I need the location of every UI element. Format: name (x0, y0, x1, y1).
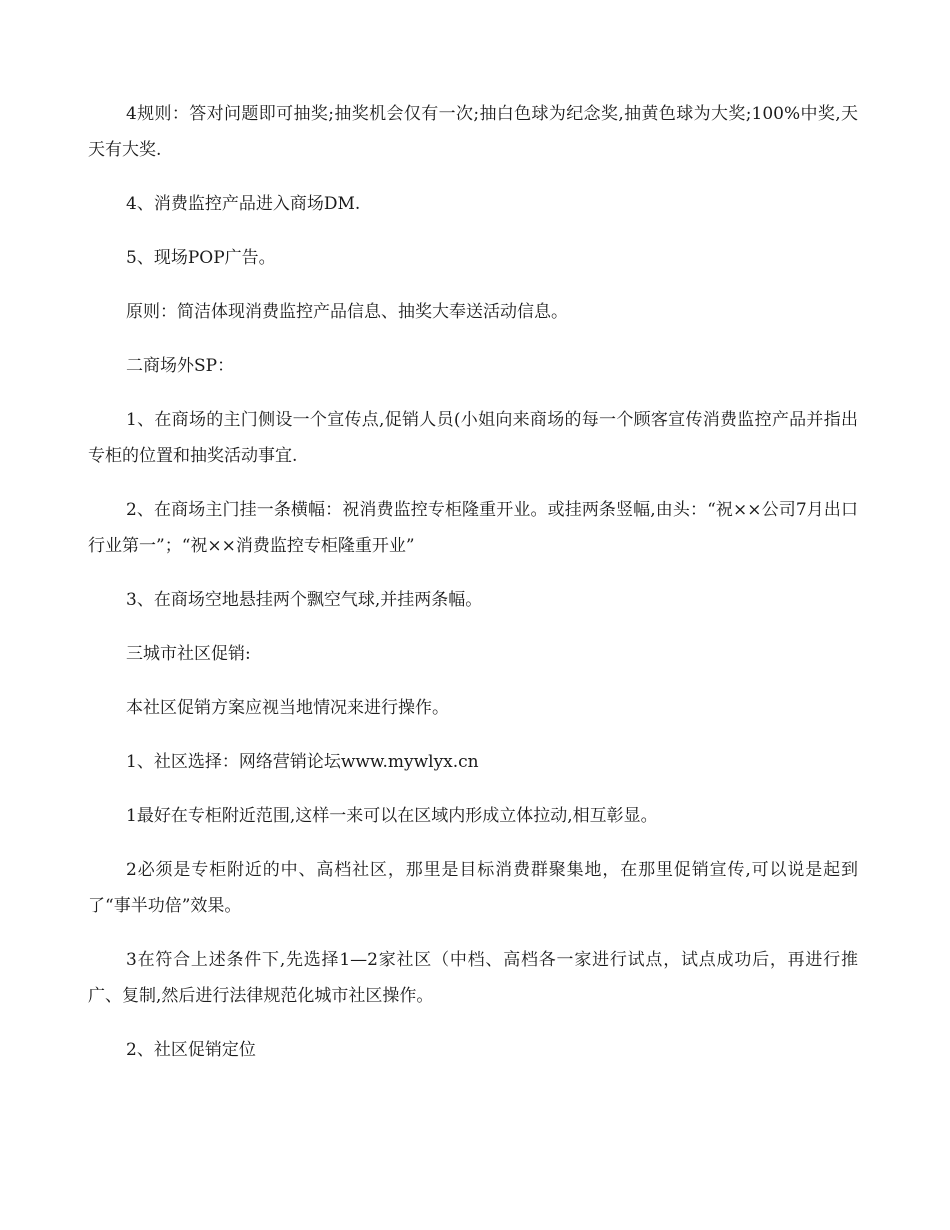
paragraph-selection-3: 3在符合上述条件下,先选择1—2家社区（中档、高档各一家进行试点，试点成功后，再进行推广、复制,然后进行法律规范化城市社区操作。 (88, 950, 858, 1006)
paragraph-balloons: 3、在商场空地悬挂两个飘空气球,并挂两条幅。 (126, 590, 483, 610)
document-body (88, 96, 858, 1086)
section-heading-outside-sp: 二商场外SP： (126, 356, 235, 376)
paragraph-community-intro: 本社区促销方案应视当地情况来进行操作。 (126, 698, 449, 718)
paragraph-principle: 原则：简洁体现消费监控产品信息、抽奖大奉送活动信息。 (126, 302, 568, 322)
paragraph-community-positioning: 2、社区促销定位 (126, 1040, 256, 1060)
paragraph-rule-4: 4规则：答对问题即可抽奖;抽奖机会仅有一次;抽白色球为纪念奖,抽黄色球为大奖;100%中奖,天天有大奖. (88, 104, 858, 160)
paragraph-banner: 2、在商场主门挂一条横幅：祝消费监控专柜隆重开业。或挂两条竖幅,由头：“祝××公司7月出口行业第一”；“祝××消费监控专柜隆重开业” (88, 500, 858, 556)
paragraph-community-selection: 1、社区选择：网络营销论坛www.mywlyx.cn (126, 752, 479, 772)
section-heading-community: 三城市社区促销: (126, 644, 251, 664)
paragraph-selection-1: 1最好在专柜附近范围,这样一来可以在区域内形成立体拉动,相互彰显。 (126, 806, 658, 826)
paragraph-promo-point: 1、在商场的主门侧设一个宣传点,促销人员(小姐向来商场的每一个顾客宣传消费监控产品并指出专柜的位置和抽奖活动事宜. (88, 410, 858, 466)
paragraph-dm: 4、消费监控产品进入商场DM. (126, 194, 361, 214)
paragraph-selection-2: 2必须是专柜附近的中、高档社区，那里是目标消费群聚集地，在那里促销宣传,可以说是起到了“事半功倍”效果。 (88, 860, 858, 916)
paragraph-pop: 5、现场POP广告。 (126, 248, 276, 268)
